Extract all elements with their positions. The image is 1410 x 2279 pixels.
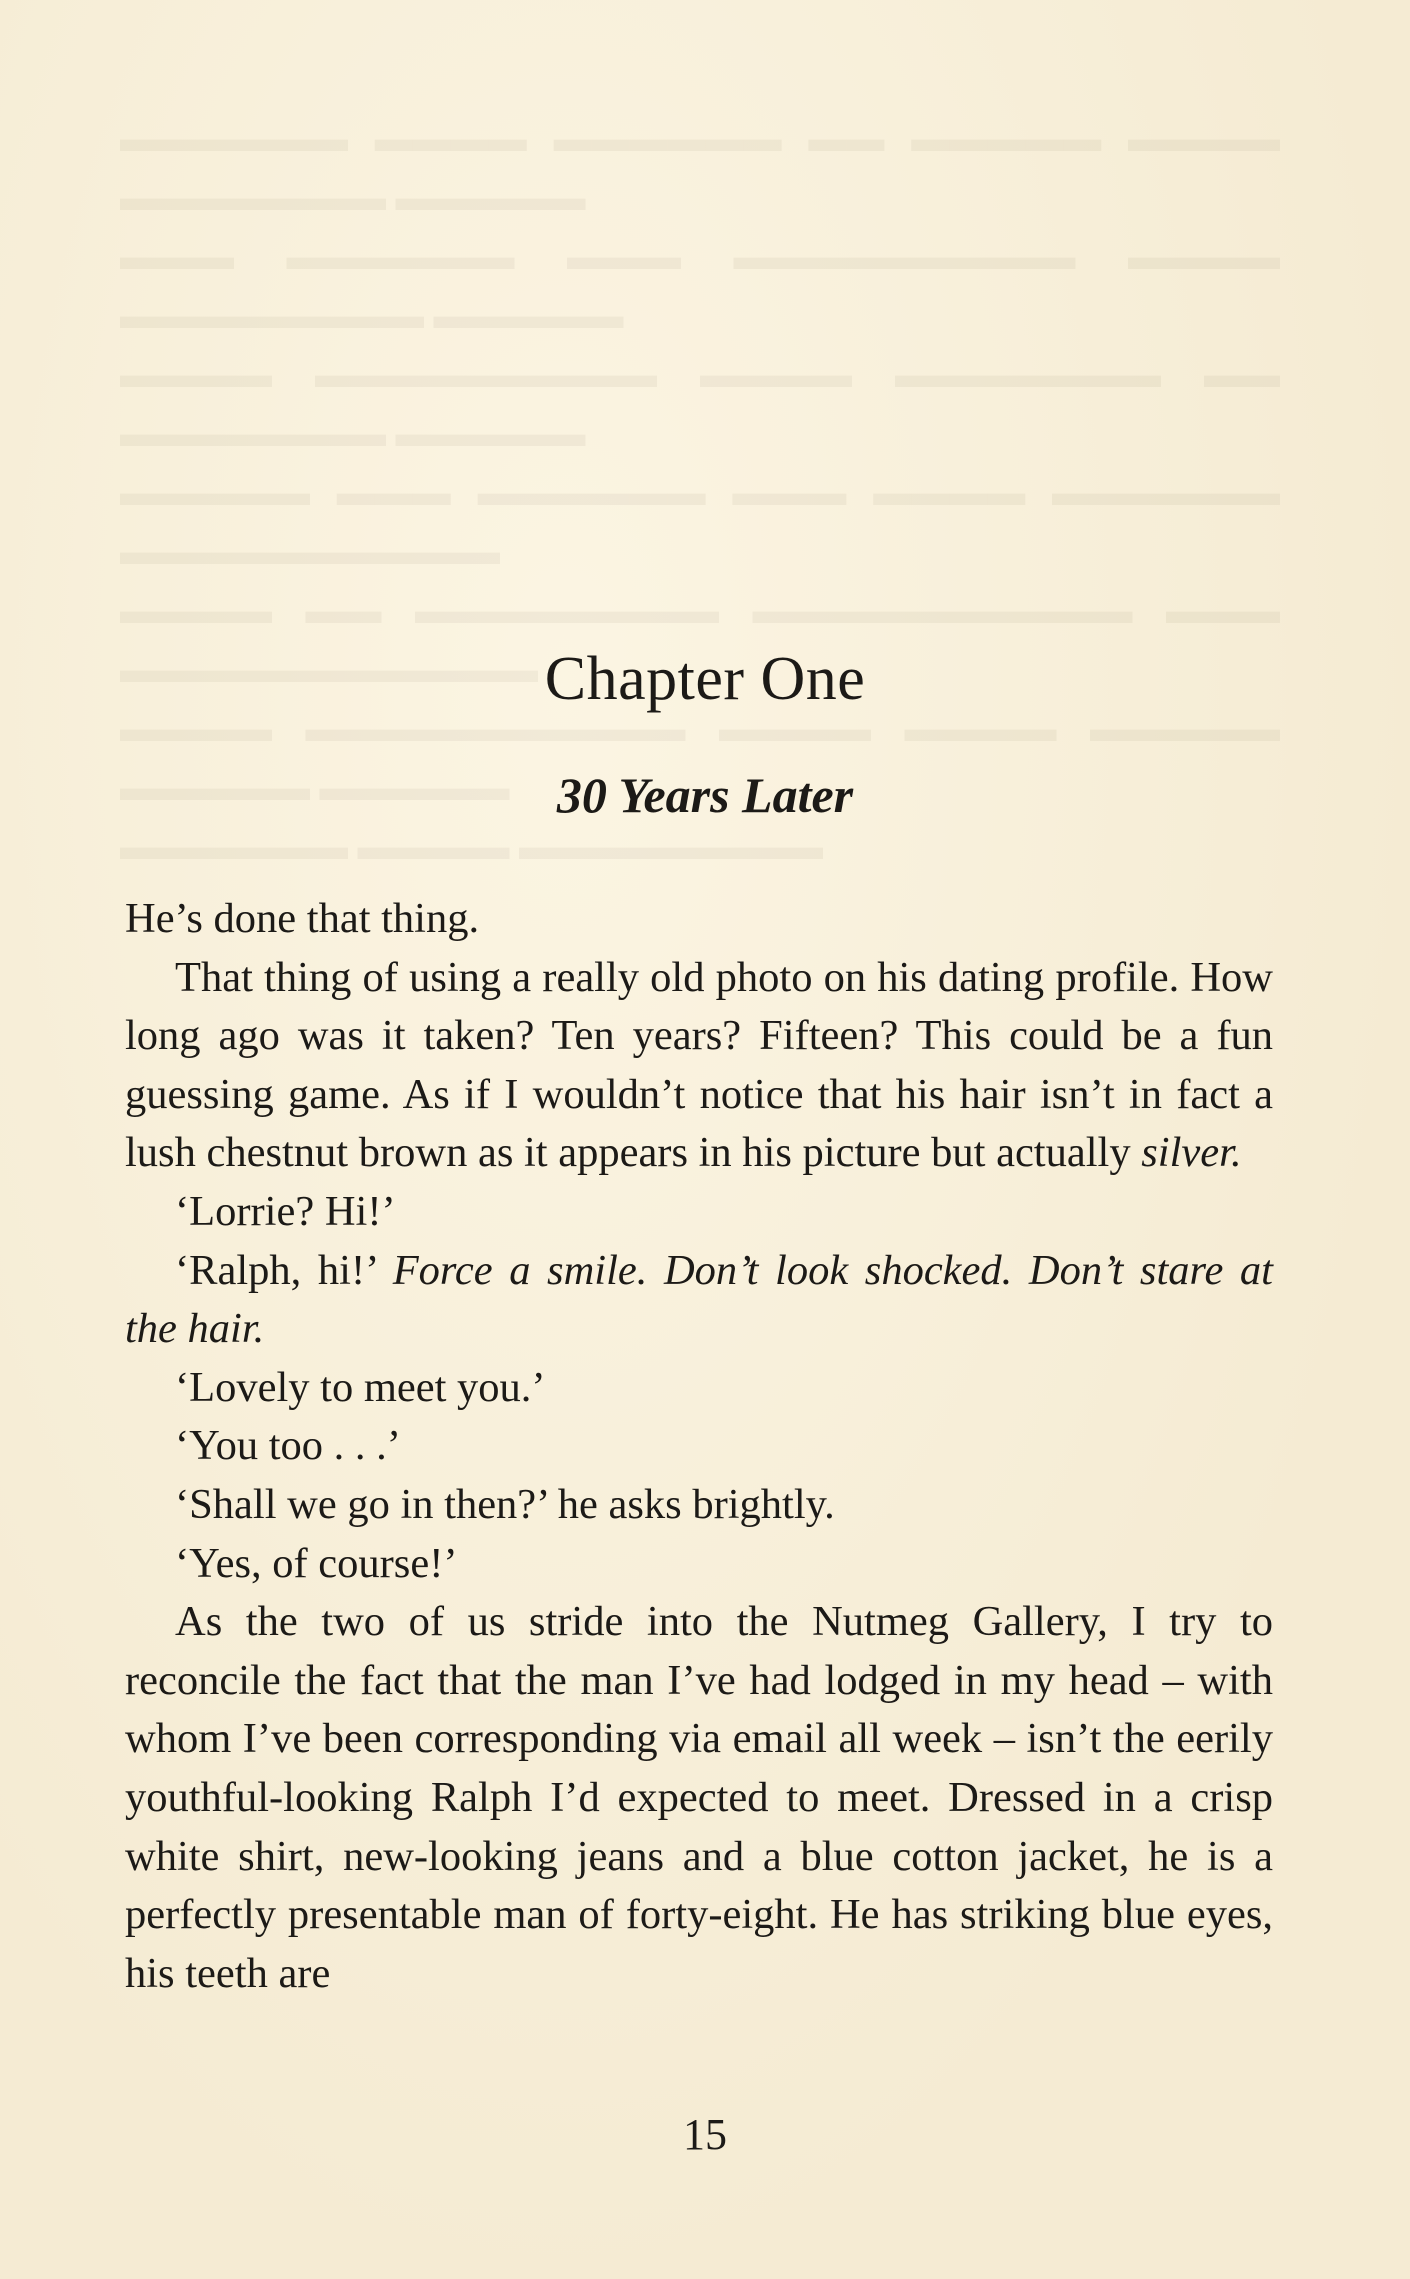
page-number: 15: [683, 2110, 727, 2159]
text-segment: ‘Shall we go in then?’ he asks brightly.: [175, 1480, 835, 1528]
paragraph: [125, 1242, 1273, 1359]
text-segment: That thing of using a really old photo on his dating profile. How long ago was it taken? Ten years? Fifteen? This could be a fun guessing game. As if I wouldn’t notice that his hair isn’t in fact a lush chestnut brown as it appears in his picture but actually: [125, 953, 1273, 1177]
chapter-title: Chapter One: [544, 645, 866, 713]
paragraph: [125, 949, 1273, 1183]
chapter-body: [125, 890, 1273, 2003]
paragraph: [125, 1593, 1273, 2003]
text-segment: He’s done that thing.: [125, 895, 480, 942]
paragraph: [125, 1359, 1273, 1418]
paragraph: [125, 1535, 1273, 1594]
text-segment: ‘Ralph, hi!’: [175, 1246, 393, 1294]
paragraph: [125, 890, 1273, 949]
text-segment: ‘You too . . .’: [175, 1422, 401, 1470]
chapter-subtitle: 30 Years Later: [556, 767, 854, 823]
text-segment: ‘Lovely to meet you.’: [175, 1363, 546, 1411]
italic-text: Force a smile. Don’t look shocked. Don’t stare at the hair.: [125, 1246, 1273, 1353]
paragraph: [125, 1417, 1273, 1476]
italic-text: silver.: [1141, 1129, 1242, 1177]
text-segment: ‘Lorrie? Hi!’: [175, 1187, 396, 1235]
paragraph: [125, 1476, 1273, 1535]
text-segment: As the two of us stride into the Nutmeg Gallery, I try to reconcile the fact that the man I’ve had lodged in my head – with whom I’ve been corresponding via email all week – isn’t the eerily youthful-looking Ralph I’d expected to meet. Dressed in a crisp white shirt, new-looking jeans and a blue cotton jacket, he is a perfectly presentable man of forty-eight. He has striking blue eyes, his teeth are: [125, 1598, 1273, 1997]
text-segment: ‘Yes, of course!’: [175, 1539, 458, 1587]
show-through-texture: ▬▬▬▬▬▬ ▬▬▬▬ ▬▬▬▬▬▬ ▬▬ ▬▬▬▬▬ ▬▬▬▬ ▬▬▬▬▬▬▬ ▬▬▬▬▬ ▬▬▬ ▬▬▬▬▬▬ ▬▬▬ ▬▬▬▬▬▬▬▬▬ ▬▬▬▬ ▬▬▬▬▬▬▬▬ ▬▬▬▬▬ ▬▬▬▬ ▬▬▬▬▬▬▬▬▬ ▬▬▬▬ ▬▬▬▬▬▬▬ ▬▬ ▬▬▬▬▬▬▬ ▬▬▬▬▬ ▬▬▬▬▬ ▬▬▬ ▬▬▬▬▬▬ ▬▬▬ ▬▬▬▬ ▬▬▬▬▬▬ ▬▬▬▬▬▬▬▬▬▬ ▬▬▬▬ ▬▬ ▬▬▬▬▬▬▬▬ ▬▬▬▬▬▬▬▬▬▬ ▬▬▬ ▬▬▬▬▬▬▬▬▬▬▬ ▬▬▬▬ ▬▬▬▬▬▬▬▬▬▬ ▬▬▬▬ ▬▬▬▬ ▬▬▬▬▬ ▬▬▬▬▬ ▬▬▬▬▬ ▬▬▬▬▬▬ ▬▬▬▬ ▬▬▬▬▬▬▬▬: [120, 118, 1280, 868]
paragraph: [125, 1183, 1273, 1242]
